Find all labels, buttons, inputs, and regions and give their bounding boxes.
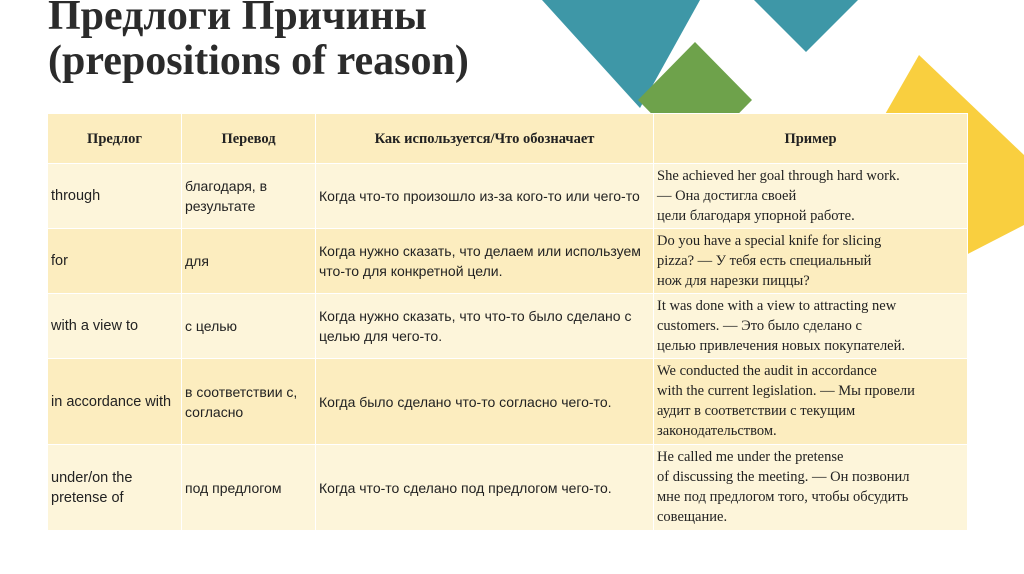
table-row [48,294,968,359]
cell-usage: Когда нужно сказать, что что-то было сделано с целью для чего-то. [316,294,654,359]
cell-translation: с целью [182,294,316,359]
example-line: целью привлечения новых покупателей. [657,338,906,354]
cell-translation: благодаря, в результате [182,164,316,229]
header-translation: Перевод [182,114,316,164]
slide-title [48,0,469,84]
example-line: Do you have a special knife for slicing [657,233,882,249]
cell-preposition: with a view to [48,294,182,359]
example-line: It was done with a view to attracting new [657,298,897,314]
cell-translation: для [182,229,316,294]
cell-preposition: under/on the pretense of [48,445,182,531]
cell-preposition: in accordance with [48,359,182,445]
table-row [48,229,968,294]
cell-usage: Когда было сделано что-то согласно чего-то. [316,359,654,445]
cell-example [654,164,968,229]
header-preposition: Предлог [48,114,182,164]
header-example: Пример [654,114,968,164]
example-line: pizza? — У тебя есть специальный [657,253,872,269]
title-line-2: (prepositions of reason) [48,38,469,84]
cell-usage: Когда нужно сказать, что делаем или используем что-то для конкретной цели. [316,229,654,294]
header-usage: Как используется/Что обозначает [316,114,654,164]
prepositions-table [47,113,968,531]
cell-example [654,229,968,294]
example-line: of discussing the meeting. — Он позвонил [657,469,910,485]
example-line: with the current legislation. — Мы провели [657,383,915,399]
example-line: customers. — Это было сделано с [657,318,862,334]
table-row [48,445,968,531]
cell-translation: в соответствии с, согласно [182,359,316,445]
example-line: совещание. [657,509,728,525]
example-line: законодательством. [657,423,777,439]
example-line: аудит в соответствии с текущим [657,403,856,419]
prepositions-table-container [47,113,967,531]
cell-example [654,359,968,445]
example-line: She achieved her goal through hard work. [657,168,900,184]
table-header-row [48,114,968,164]
cell-translation: под предлогом [182,445,316,531]
example-line: цели благодаря упорной работе. [657,208,855,224]
cell-preposition: through [48,164,182,229]
table-row [48,359,968,445]
cell-example [654,445,968,531]
table-row [48,164,968,229]
example-line: We conducted the audit in accordance [657,363,877,379]
cell-usage: Когда что-то произошло из-за кого-то или чего-то [316,164,654,229]
example-line: — Она достигла своей [657,188,797,204]
teal-diamond-shape [754,0,858,52]
title-line-1: Предлоги Причины [48,0,427,39]
example-line: He called me under the pretense [657,449,844,465]
example-line: нож для нарезки пиццы? [657,273,810,289]
cell-usage: Когда что-то сделано под предлогом чего-то. [316,445,654,531]
cell-example [654,294,968,359]
example-line: мне под предлогом того, чтобы обсудить [657,489,909,505]
cell-preposition: for [48,229,182,294]
